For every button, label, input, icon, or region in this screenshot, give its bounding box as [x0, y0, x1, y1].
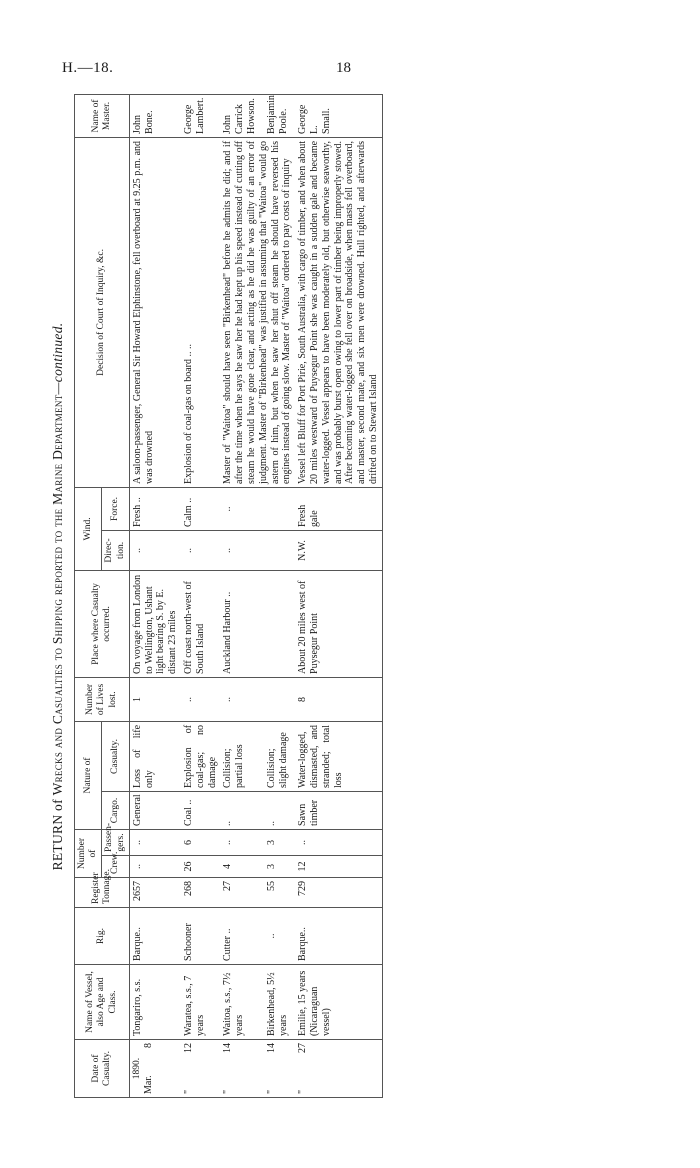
cell-month: " — [183, 1089, 194, 1094]
cell-master: George L. Small. — [295, 94, 382, 137]
cell-place: Off coast north-west of South Island — [181, 570, 220, 677]
col-master: Name of Master. — [75, 94, 130, 137]
col-tonnage: Register Tonnage. — [75, 878, 130, 908]
cell-tonnage: 729 — [295, 878, 382, 908]
cell-place: About 20 miles west of Puysegur Point — [295, 570, 382, 677]
cell-master: John Bone. — [129, 94, 181, 137]
col-crew: Crew. — [102, 856, 129, 878]
cell-rig: Barque.. — [295, 908, 382, 965]
cell-crew: 4 — [220, 856, 264, 878]
cell-tonnage: 27 — [220, 878, 264, 908]
col-number-of: Number of — [75, 829, 102, 877]
col-wind: Wind. — [75, 487, 102, 570]
cell-day: 12 — [183, 1043, 194, 1053]
cell-decision: Vessel left Bluff for Port Pirie, South Australia, with cargo of timber, and when about 20 miles westward of Puysegur Point she was caught in a sudden gale and became water-logged. Vessel appears to have been moderately old, but otherwise seaworthy, and was probably burst open owing to lower part of timber being improperly stowed. After becoming water-logged she fell over on broadside, when masts fell overboard, and master, second mate, and six men were drowned. Hull righted, and afterwards drifted on to Stewart Island — [295, 137, 382, 487]
cell-day: 14 — [222, 1043, 234, 1053]
col-place: Place where Casualty occurred. — [75, 570, 130, 677]
cell-rig: Schooner — [181, 908, 220, 965]
cell-month: " — [266, 1089, 278, 1094]
cell-crew: 3 — [264, 856, 295, 878]
col-cargo: Cargo. — [102, 791, 129, 829]
title-main: Wrecks and Casualties to Shipping reported to the Marine Department — [50, 394, 65, 796]
cell-casualty: Loss of life only — [129, 721, 181, 791]
document-code: H.—18. — [62, 60, 114, 76]
table-row — [129, 94, 181, 1097]
cell-direction: .. — [220, 530, 295, 570]
col-rig: Rig. — [75, 908, 130, 965]
cell-month: " — [297, 1089, 309, 1094]
cell-tonnage: 55 — [264, 878, 295, 908]
cell-casualty: Water-logged, dismasted, and stranded; total loss — [295, 721, 382, 791]
cell-cargo: General — [129, 791, 181, 829]
cell-crew: .. — [129, 856, 181, 878]
col-date: Date of Casualty. — [75, 1040, 130, 1098]
cell-place: Auckland Harbour .. — [220, 570, 295, 677]
cell-force: Fresh .. — [129, 487, 181, 530]
cell-vessel: Emilie, 15 years (Nicaraguan vessel) — [295, 965, 382, 1040]
table-row — [220, 94, 264, 1097]
cell-master: George Lambert. — [181, 94, 220, 137]
cell-day: 27 — [297, 1043, 309, 1053]
cell-force: Fresh gale — [295, 487, 382, 530]
col-force: Force. — [102, 487, 129, 530]
table-row — [295, 94, 382, 1097]
col-passengers: Passen-gers. — [102, 829, 129, 855]
cell-casualty: Collision; slight damage — [264, 721, 295, 791]
rotated-table-area — [50, 95, 516, 1098]
cell-direction: .. — [129, 530, 181, 570]
cell-casualty: Collision; partial loss — [220, 721, 264, 791]
cell-cargo: .. — [220, 791, 264, 829]
cell-passengers: .. — [295, 829, 382, 855]
cell-lives: .. — [220, 677, 295, 721]
cell-force: .. — [220, 487, 295, 530]
cell-place: On voyage from London to Wellington, Ushant light bearing S. by E. distant 23 miles — [129, 570, 181, 677]
cell-date — [264, 1040, 295, 1098]
cell-month: " — [222, 1089, 234, 1094]
cell-rig: .. — [264, 908, 295, 965]
cell-year: 1890. — [131, 1057, 142, 1080]
cell-casualty: Explosion of coal-gas; no damage — [181, 721, 220, 791]
cell-lives: 1 — [129, 677, 181, 721]
cell-cargo: .. — [264, 791, 295, 829]
table-row — [181, 94, 220, 1097]
cell-tonnage: 268 — [181, 878, 220, 908]
col-nature-of: Nature of — [75, 721, 102, 829]
cell-day: 8 — [143, 1043, 155, 1048]
cell-day: 14 — [266, 1043, 278, 1053]
cell-date — [129, 1040, 181, 1098]
cell-passengers: 3 — [264, 829, 295, 855]
col-decision: Decision of Court of Inquiry, &c. — [75, 137, 130, 487]
col-vessel: Name of Vessel, also Age and Class. — [75, 965, 130, 1040]
casualty-table — [74, 94, 383, 1098]
cell-rig: Cutter .. — [220, 908, 264, 965]
cell-date — [181, 1040, 220, 1098]
cell-crew: 12 — [295, 856, 382, 878]
cell-passengers: .. — [220, 829, 264, 855]
cell-vessel: Tongariro, s.s. — [129, 965, 181, 1040]
cell-decision: A saloon-passenger, General Sir Howard Elphinstone, fell overboard at 9.25 p.m. and was drowned — [129, 137, 181, 487]
cell-lives: 8 — [295, 677, 382, 721]
col-casualty: Casualty. — [102, 721, 129, 791]
cell-date — [295, 1040, 382, 1098]
cell-tonnage: 2657 — [129, 878, 181, 908]
table-title — [50, 95, 66, 1098]
cell-rig: Barque.. — [129, 908, 181, 965]
cell-lives: .. — [181, 677, 220, 721]
cell-month: Mar. — [143, 1075, 155, 1094]
cell-vessel: Waratea, s.s., 7 years — [181, 965, 220, 1040]
header-row-1 — [75, 94, 102, 1097]
cell-cargo: Sawn timber — [295, 791, 382, 829]
col-lives: Number of Lives lost. — [75, 677, 130, 721]
col-direction: Direc-tion. — [102, 530, 129, 570]
cell-date — [220, 1040, 264, 1098]
cell-decision: Explosion of coal-gas on board .. .. — [181, 137, 220, 487]
title-prefix: RETURN of — [50, 795, 65, 871]
cell-vessel: Birkenhead, 5½ years — [264, 965, 295, 1040]
cell-direction: .. — [181, 530, 220, 570]
cell-direction: N.W. — [295, 530, 382, 570]
cell-decision: Master of "Waitoa" should have seen "Birkenhead" before he admits he did; and if after the time when he says he saw her he had kept up his speed instead of cutting off steam he would have gone clear, and acting as he did he was guilty of an error of judgment. Master of "Birkenhead" was justified in assuming that "Waitoa" would go astern of him, but when he saw her shut off steam he should have reversed his engines instead of going slow. Master of "Waitoa" ordered to pay costs of inquiry — [220, 137, 295, 487]
cell-cargo: Coal .. — [181, 791, 220, 829]
title-suffix: —continued. — [50, 322, 65, 395]
cell-vessel: Waitoa, s.s., 7½ years — [220, 965, 264, 1040]
page-number: 18 — [336, 60, 351, 76]
cell-force: Calm .. — [181, 487, 220, 530]
cell-master: Benjamin Poole. — [264, 94, 295, 137]
cell-crew: 26 — [181, 856, 220, 878]
cell-master: John Carrick Howson. — [220, 94, 264, 137]
cell-passengers: .. — [129, 829, 181, 855]
cell-passengers: 6 — [181, 829, 220, 855]
